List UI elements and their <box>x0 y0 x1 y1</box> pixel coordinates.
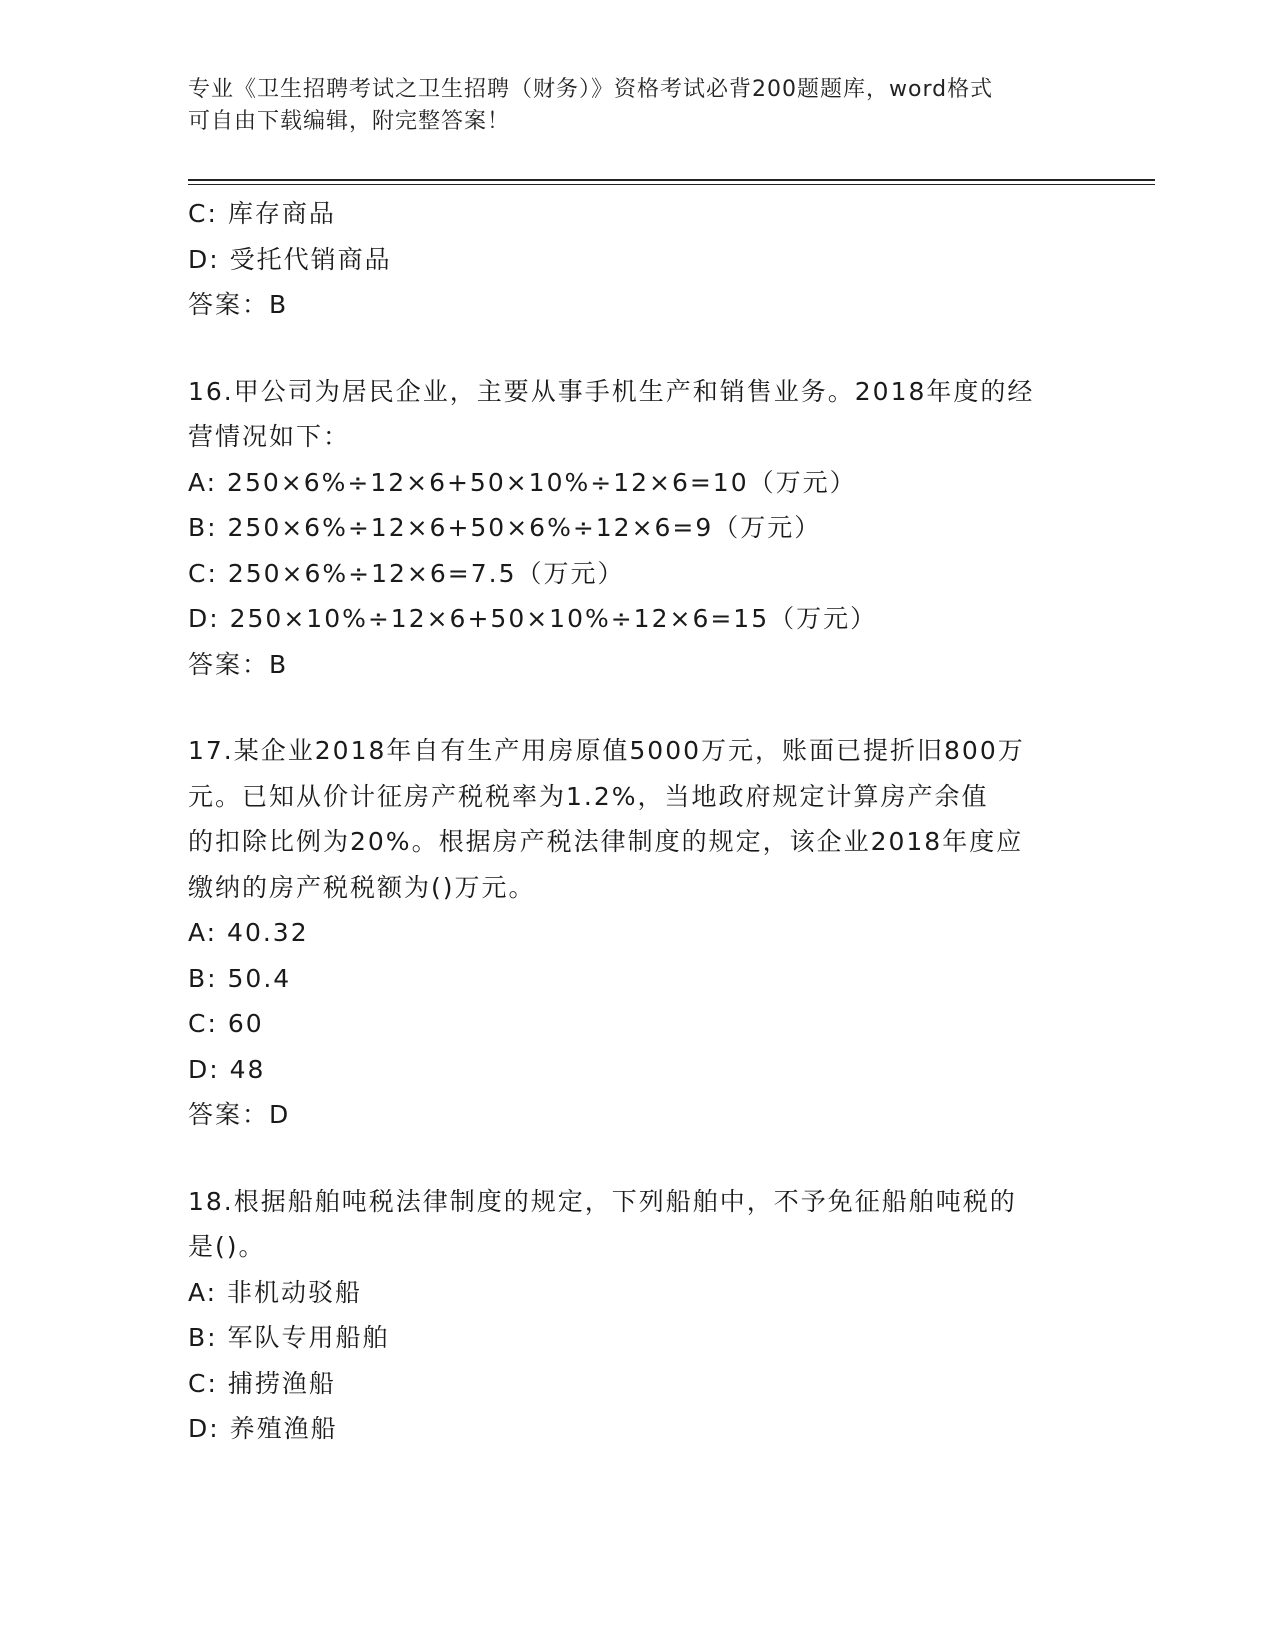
option-a: A: 非机动驳船 <box>188 1277 363 1307</box>
option-b: B: 50.4 <box>188 963 292 993</box>
question-text: 18.根据船舶吨税法律制度的规定，下列船舶中，不予免征船舶吨税的 <box>188 1186 1017 1216</box>
question-text: 16.甲公司为居民企业，主要从事手机生产和销售业务。2018年度的经 <box>188 376 1035 406</box>
answer: 答案：D <box>188 1100 291 1129</box>
question-17 <box>188 728 1088 1138</box>
question-18 <box>188 1179 1088 1452</box>
question-text: 是()。 <box>188 1232 266 1261</box>
question-text: 缴纳的房产税税额为()万元。 <box>188 872 536 902</box>
option-a: A: 250×6%÷12×6+50×10%÷12×6=10（万元） <box>188 467 857 497</box>
question-text: 17.某企业2018年自有生产用房原值5000万元，账面已提折旧800万 <box>188 736 1025 765</box>
question-15-tail <box>188 191 1088 328</box>
option-d: D: 受托代销商品 <box>188 244 392 274</box>
option-c: C: 捕捞渔船 <box>188 1368 336 1398</box>
option-d: D: 250×10%÷12×6+50×10%÷12×6=15（万元） <box>188 604 878 633</box>
option-b: B: 军队专用船舶 <box>188 1323 390 1352</box>
page-header <box>188 74 1068 138</box>
question-text: 营情况如下： <box>188 422 351 451</box>
option-c: C: 库存商品 <box>188 199 336 228</box>
header-divider-thin <box>188 184 1155 185</box>
header-divider <box>188 179 1155 181</box>
answer: 答案：B <box>188 290 289 319</box>
option-d: D: 48 <box>188 1054 266 1084</box>
option-b: B: 250×6%÷12×6+50×6%÷12×6=9（万元） <box>188 513 822 542</box>
question-text: 元。已知从价计征房产税税率为1.2%，当地政府规定计算房产余值 <box>188 781 989 811</box>
option-c: C: 250×6%÷12×6=7.5（万元） <box>188 558 625 588</box>
option-c: C: 60 <box>188 1009 264 1038</box>
question-16 <box>188 369 1088 688</box>
header-line-1: 专业《卫生招聘考试之卫生招聘（财务）》资格考试必背200题题库，word格式 <box>188 77 994 102</box>
question-list <box>188 191 1088 1452</box>
answer: 答案：B <box>188 649 289 679</box>
question-text: 的扣除比例为20%。根据房产税法律制度的规定，该企业2018年度应 <box>188 827 1024 856</box>
option-d: D: 养殖渔船 <box>188 1414 338 1443</box>
option-a: A: 40.32 <box>188 918 309 947</box>
header-line-2: 可自由下载编辑，附完整答案！ <box>188 109 511 134</box>
